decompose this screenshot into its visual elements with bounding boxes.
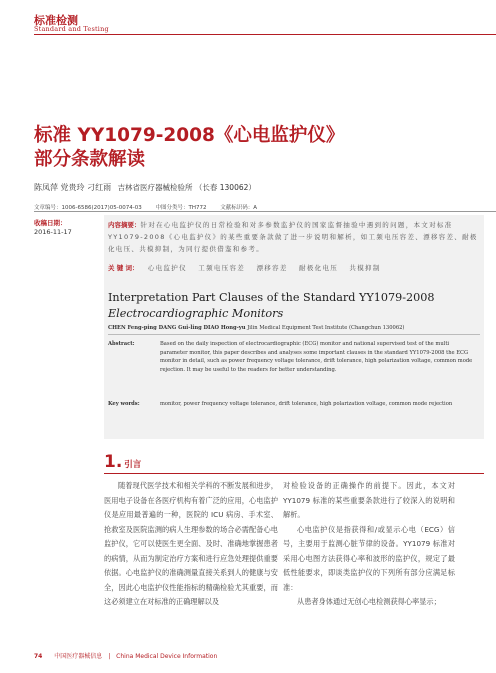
received-label: 收稿日期： (34, 219, 67, 227)
keyword-item: 心电监护仪 (147, 264, 187, 272)
body-column-right (283, 479, 455, 610)
section-divider (104, 473, 484, 474)
english-title (108, 290, 434, 322)
doc-code: 文献标识码：A (220, 205, 257, 211)
section-label-en: Standard and Testing (34, 25, 109, 33)
doc-number: 文章编号：1006-6586(2017)05-0074-03 (34, 205, 142, 211)
section-label: 标准检测 (34, 14, 78, 27)
abstract-cn-label: 内容摘要： (108, 221, 141, 229)
body-column-left (104, 479, 278, 610)
english-divider (108, 334, 480, 335)
english-title-line2: Electrocardiographic Monitors (108, 307, 284, 320)
abstract-cn-text: 针对在心电监护仪的日常检验和对多参数监护仪的国家监督抽验中遇到的问题，本文对标准 YY1079-2008《心电监护仪》的某些重要条款做了进一步说明和解析，如工频电压容差、漂移容差、耐极化电压、共模抑制，为同行提供借鉴和参考。 (108, 221, 478, 254)
keyword-item: 工频电压容差 (198, 264, 246, 272)
article-title-line2: 部分条款解读 (34, 149, 146, 170)
keyword-item: 耐极化电压 (299, 264, 339, 272)
english-keywords-label: Key words: (108, 401, 140, 407)
page-number: 74 (34, 653, 43, 660)
keyword-item: 共模抑制 (349, 264, 381, 272)
english-title-line1: Interpretation Part Clauses of the Standard YY1079-2008 (108, 291, 435, 304)
meta-divider (34, 211, 496, 212)
section-heading (104, 452, 141, 472)
body-paragraph: 随着现代医学技术和相关学科的不断发展和进步，医用电子设备在各医疗机构有着广泛的应用，心电监护仪是应用最普遍的一种，医院的 ICU 病房、手术室、抢救室及医院监测的病人生理参数的场合必需配备心电监护仪，它可以使医生更全面、及时、准确地掌握患者的病情，从而为制定治疗方案和进行应急处理提供重要依据。心电监护仪的准确测量直接关系到人的健康与安全，因此心电监护仪性能指标的精确检验尤其重要，而这必须建立在对标准的正确理解以及 (104, 481, 278, 606)
keyword-item: 漂移容差 (256, 264, 288, 272)
header-divider (34, 34, 496, 35)
english-abstract-text: Based on the daily inspection of electrocardiographic (ECG) monitor and national supervised test of the multi parameter monitor, this paper describes and analyses some important clauses in the standard YY1079-2008 the ECG monitor in detail, such as power frequency voltage tolerance, drift tolerance, high polarization voltage, common mode rejection. It may be useful to the readers for better understanding. (160, 341, 473, 373)
received-date: 2016-11-17 (34, 228, 72, 236)
article-authors (34, 182, 256, 193)
body-paragraph: 从患者身体通过无创心电检测获得心率显示； (297, 597, 441, 606)
body-paragraph: 心电监护仪是指获得和/或显示心电（ECG）信号，主要用于监测心脏节律的设备。YY1079 标准对采用心电图方法获得心率和波形的监护仪，规定了最低性能要求，即谈类监护仪的下列所有部分应满足标准： (283, 524, 455, 592)
english-authors (108, 325, 404, 331)
author-affiliation: 吉林省医疗器械检验所 （长春 130062） (117, 183, 256, 192)
abstract-box (104, 215, 484, 439)
article-title-line1: 标准 YY1079-2008《心电监护仪》 (34, 125, 345, 146)
section-title: 引言 (124, 460, 142, 470)
keywords-cn-label: 关 键 词： (108, 264, 139, 272)
page-footer (34, 651, 217, 660)
english-author-names: CHEN Feng-ping DANG Gui-ling DIAO Hong-yu (108, 325, 246, 331)
abstract-cn (108, 219, 480, 256)
footer-separator: | (108, 653, 111, 660)
keywords-cn (108, 263, 389, 272)
article-meta (34, 203, 269, 211)
magazine-name: 中国医疗器械信息 (54, 653, 103, 660)
english-affiliation: Jilin Medical Equipment Test Institute (Changchun 130062) (247, 325, 405, 331)
section-number: 1. (104, 452, 123, 472)
author-names: 陈凤萍 党贵玲 刁红雨 (34, 183, 112, 192)
body-paragraph: 对检验设备的正确操作的前提下。因此，本文对 YY1079 标准的某些重要条款进行了较深入的说明和解析。 (283, 481, 455, 519)
english-keywords-text: monitor, power frequency voltage tolerance, drift tolerance, high polarization voltage, common mode rejection (160, 401, 453, 407)
clc-number: 中图分类号：TH772 (155, 205, 207, 211)
article-title (34, 124, 484, 172)
magazine-name-en: China Medical Device Information (116, 653, 218, 660)
english-abstract-label: Abstract: (108, 341, 135, 347)
